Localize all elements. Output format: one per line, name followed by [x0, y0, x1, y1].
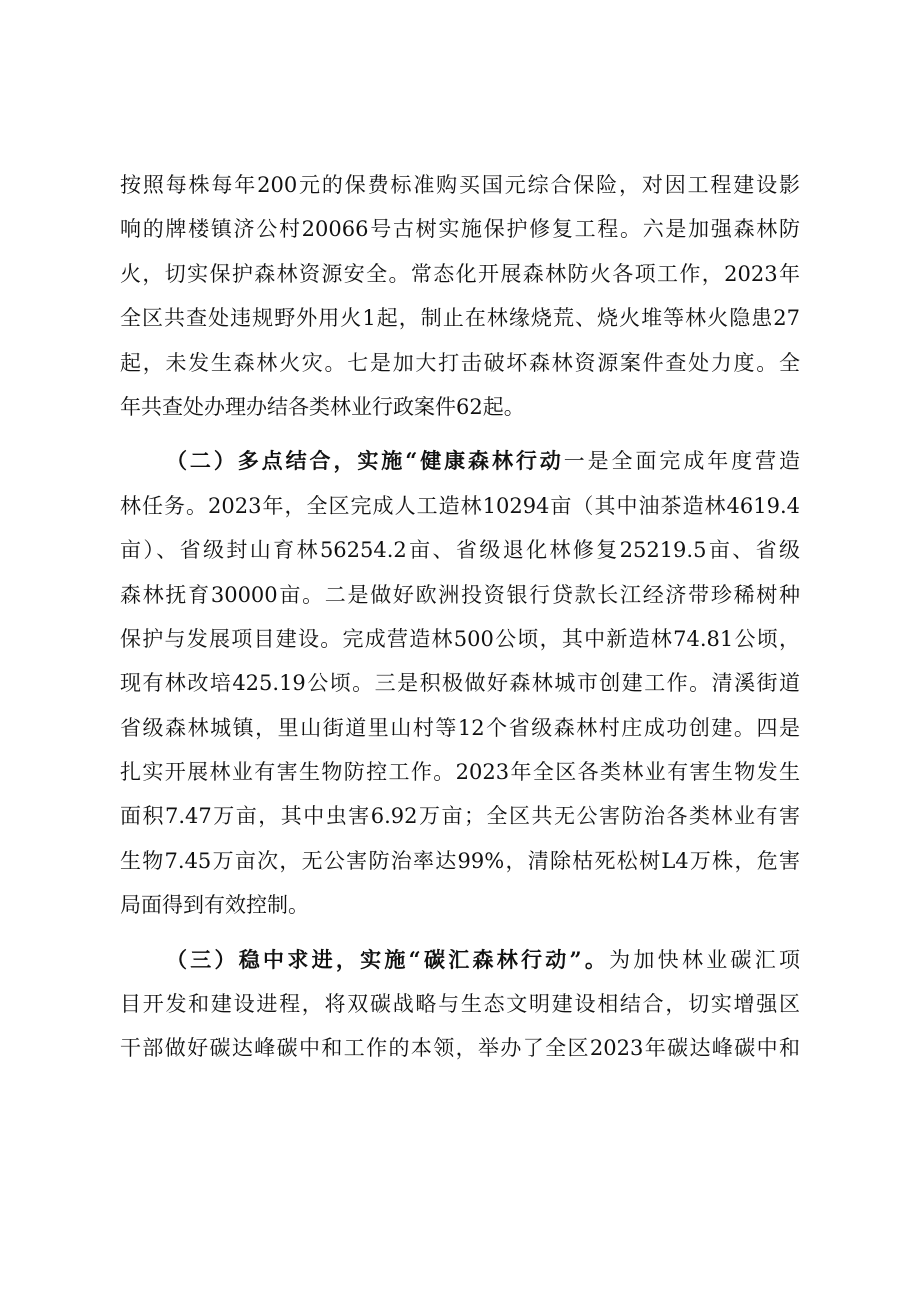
paragraph-gap: [120, 928, 800, 938]
text-line: 年共查处办理办结各类林业行政案件62起。: [120, 394, 525, 419]
section-first-line: [120, 439, 800, 483]
text-line: 按照每株每年200元的保费标准购买国元综合保险，对因工程建设影: [120, 173, 800, 197]
text-line: 亩）、省级封山育林56254.2亩、省级退化林修复25219.5亩、省级: [120, 538, 800, 563]
text-line: 生物7.45万亩次，无公害防治率达99%，清除枯死松树L4万株，危害: [120, 848, 800, 873]
text-line: 林任务。2023年，全区完成人工造林10294亩（其中油茶造林4619.4: [120, 493, 800, 518]
text-line: 现有林改培425.19公顷。三是积极做好森林城市创建工作。清溪街道: [120, 671, 800, 696]
text-line: 局面得到有效控制。: [120, 893, 309, 918]
text-line: 省级森林城镇，里山街道里山村等12个省级森林村庄成功创建。四是: [120, 715, 800, 740]
text-line: 起，未发生森林火灾。七是加大打击破坏森林资源案件查处力度。全: [120, 350, 800, 375]
text-line: 森林抚育30000亩。二是做好欧洲投资银行贷款长江经济带珍稀树种: [120, 582, 800, 607]
text-line: 全区共查处违规野外用火1起，制止在林缘烧荒、烧火堆等林火隐患27: [120, 306, 800, 331]
section-heading: （三）稳中求进，实施“碳汇森林行动”。: [166, 946, 610, 972]
section-heading: （二）多点结合，实施“健康森林行动: [166, 448, 564, 474]
paragraph-gap: [120, 429, 800, 439]
section-first-line-text: 为加快林业碳汇项: [609, 947, 800, 972]
paragraph-gift-insurance-fire-prevention: [120, 163, 800, 429]
text-line: 保护与发展项目建设。完成营造林500公顷，其中新造林74.81公顷，: [120, 626, 800, 651]
section-healthy-forest: [120, 439, 800, 927]
text-line: 响的牌楼镇济公村20066号古树实施保护修复工程。六是加强森林防: [120, 217, 800, 242]
text-line: 干部做好碳达峰碳中和工作的本领，举办了全区2023年碳达峰碳中和: [120, 1036, 800, 1061]
document-page: [120, 163, 800, 1071]
section-first-line: [120, 938, 800, 982]
text-line: 目开发和建设进程，将双碳战略与生态文明建设相结合，切实增强区: [120, 992, 800, 1017]
section-first-line-text: 一是全面完成年度营造: [563, 449, 800, 474]
text-line: 扎实开展林业有害生物防控工作。2023年全区各类林业有害生物发生: [120, 760, 800, 785]
section-carbon-sink-forest: [120, 938, 800, 1071]
text-line: 面积7.47万亩，其中虫害6.92万亩；全区共无公害防治各类林业有害: [120, 804, 800, 829]
text-line: 火，切实保护森林资源安全。常态化开展森林防火各项工作，2023年: [120, 261, 800, 286]
